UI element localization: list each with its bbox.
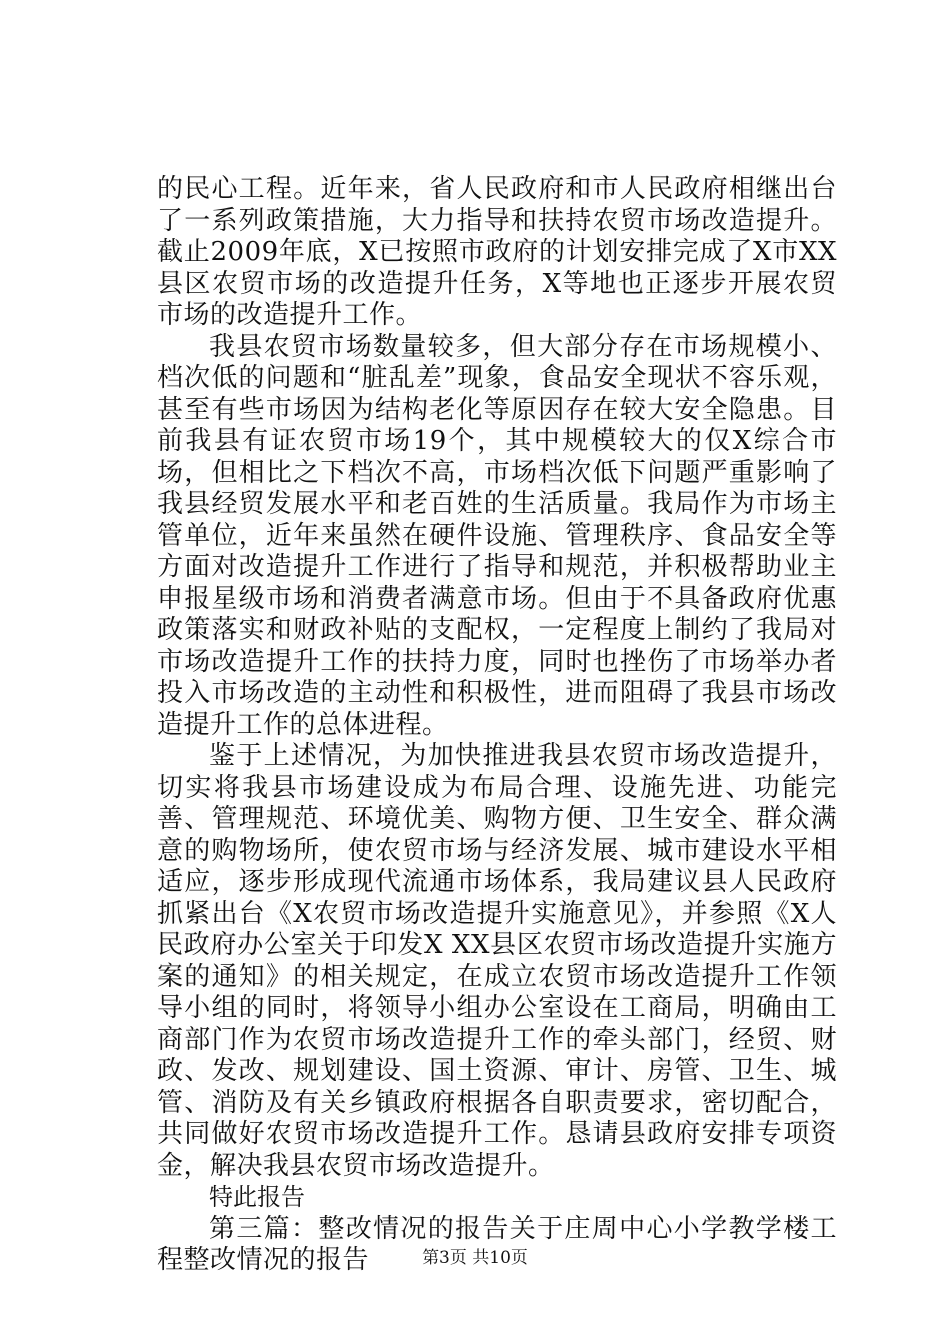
- next-section-heading: 第三篇：整改情况的报告关于庄周中心小学教学楼工程整改情况的报告: [157, 1213, 837, 1275]
- page-number-footer: 第3页 共10页: [422, 1248, 528, 1268]
- paragraph-market-status: 我县农贸市场数量较多，但大部分存在市场规模小、档次低的问题和“脏乱差”现象，食品安全现状不容乐观，甚至有些市场因为结构老化等原因存在较大安全隐患。目前我县有证农贸市场19个，其中规模较大的仅X综合市场，但相比之下档次不高，市场档次低下问题严重影响了我县经贸发展水平和老百姓的生活质量。我局作为市场主管单位，近年来虽然在硬件设施、管理秩序、食品安全等方面对改造提升工作进行了指导和规范，并积极帮助业主申报星级市场和消费者满意市场。但由于不具备政府优惠政策落实和财政补贴的支配权，一定程度上制约了我局对市场改造提升工作的扶持力度，同时也挫伤了市场举办者投入市场改造的主动性和积极性，进而阻碍了我县市场改造提升工作的总体进程。: [157, 331, 837, 740]
- document-body: [157, 174, 837, 1277]
- paragraph-intro-continuation: 的民心工程。近年来，省人民政府和市人民政府相继出台了一系列政策措施，大力指导和扶持农贸市场改造提升。截止2009年底，X已按照市政府的计划安排完成了X市XX县区农贸市场的改造提升任务，X等地也正逐步开展农贸市场的改造提升工作。: [157, 174, 837, 330]
- closing-remark: 特此报告: [209, 1183, 305, 1211]
- paragraph-recommendation: 鉴于上述情况，为加快推进我县农贸市场改造提升，切实将我县市场建设成为布局合理、设施先进、功能完善、管理规范、环境优美、购物方便、卫生安全、群众满意的购物场所，使农贸市场与经济发展、城市建设水平相适应，逐步形成现代流通市场体系，我局建议县人民政府抓紧出台《X农贸市场改造提升实施意见》，并参照《X人民政府办公室关于印发X XX县区农贸市场改造提升实施方案的通知》的相关规定，在成立农贸市场改造提升工作领导小组的同时，将领导小组办公室设在工商局，明确由工商部门作为农贸市场改造提升工作的牵头部门，经贸、财政、发改、规划建设、国土资源、审计、房管、卫生、城管、消防及有关乡镇政府根据各自职责要求，密切配合，共同做好农贸市场改造提升工作。恳请县政府安排专项资金，解决我县农贸市场改造提升。: [157, 741, 837, 1181]
